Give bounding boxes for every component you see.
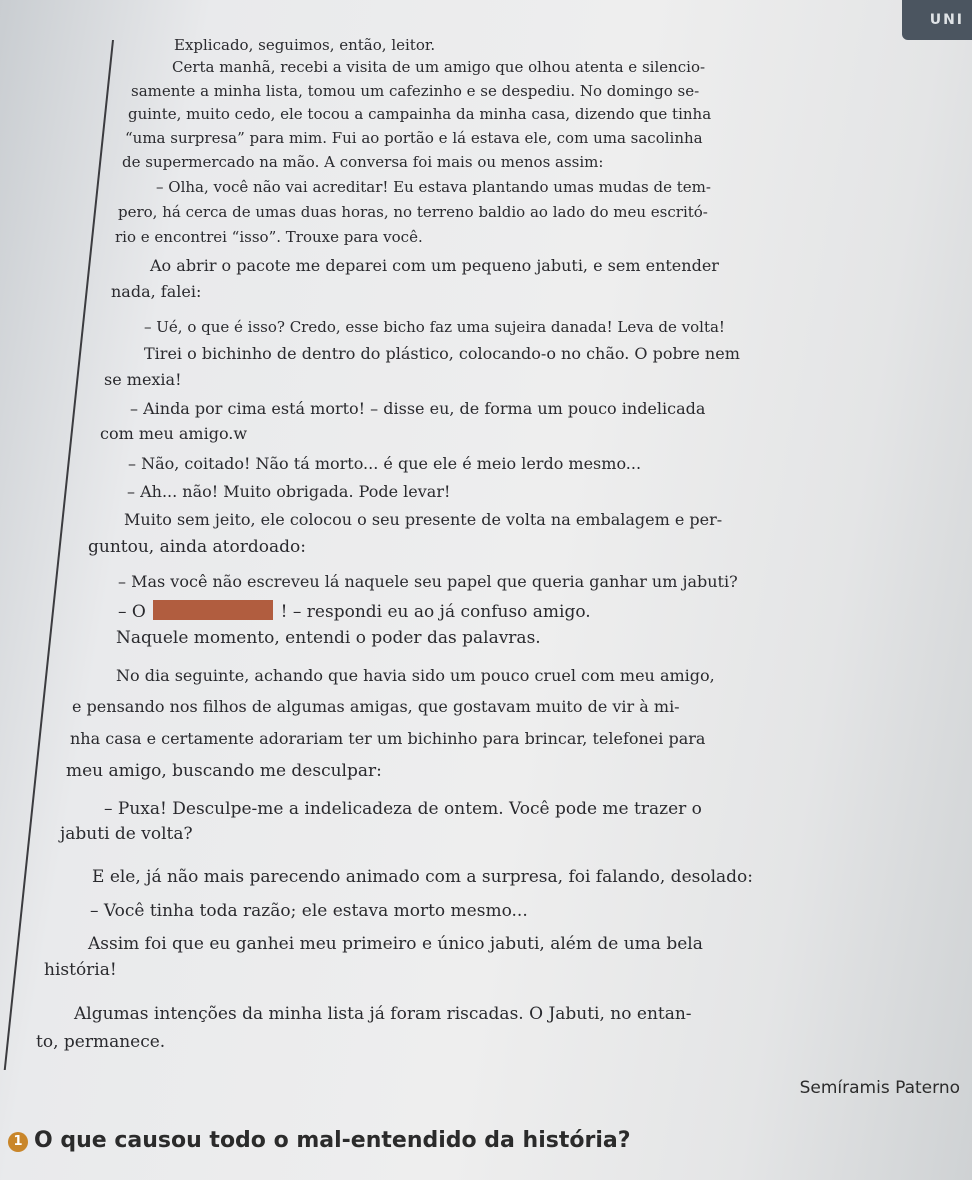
story-line: to, permanece.	[36, 1032, 166, 1052]
question-number-badge: 1	[8, 1132, 28, 1152]
story-line: – Ah... não! Muito obrigada. Pode levar!	[127, 482, 451, 501]
story-line: guinte, muito cedo, ele tocou a campainha da minha casa, dizendo que tinha	[128, 105, 712, 123]
story-line: – Ainda por cima está morto! – disse eu, de forma um pouco indelicada	[130, 399, 706, 418]
story-line: guntou, ainda atordoado:	[88, 537, 306, 557]
story-line: Muito sem jeito, ele colocou o seu presente de volta na embalagem e per-	[124, 510, 723, 529]
author-signature: Semíramis Paterno	[799, 1078, 960, 1098]
story-line: pero, há cerca de umas duas horas, no terreno baldio ao lado do meu escritó-	[118, 203, 708, 221]
story-line: nada, falei:	[111, 282, 202, 301]
question-text: O que causou todo o mal-entendido da história?	[34, 1128, 631, 1153]
redacted-line-start: – O	[118, 602, 146, 622]
story-line: “uma surpresa” para mim. Fui ao portão e lá estava ele, com uma sacolinha	[125, 129, 703, 147]
story-line: – Puxa! Desculpe-me a indelicadeza de ontem. Você pode me trazer o	[104, 799, 702, 819]
story-line: Explicado, seguimos, então, leitor.	[174, 36, 436, 54]
story-line: rio e encontrei “isso”. Trouxe para você.	[115, 228, 423, 246]
story-line: Tirei o bichinho de dentro do plástico, colocando-o no chão. O pobre nem	[144, 344, 740, 363]
story-line: e pensando nos filhos de algumas amigas, que gostavam muito de vir à mi-	[72, 697, 680, 716]
story-line: – Mas você não escreveu lá naquele seu papel que queria ganhar um jabuti?	[118, 572, 738, 591]
story-line: – Você tinha toda razão; ele estava morto mesmo...	[90, 901, 528, 921]
question-1	[8, 1128, 630, 1153]
story-line: No dia seguinte, achando que havia sido um pouco cruel com meu amigo,	[116, 666, 715, 685]
story-line: Naquele momento, entendi o poder das palavras.	[116, 628, 541, 648]
story-line: jabuti de volta?	[60, 824, 193, 844]
redacted-line-end: ! – respondi eu ao já confuso amigo.	[280, 602, 591, 622]
story-line: com meu amigo.w	[100, 424, 248, 443]
story-line: história!	[44, 960, 117, 980]
page-corner-tab	[902, 0, 972, 40]
story-line: E ele, já não mais parecendo animado com a surpresa, foi falando, desolado:	[92, 867, 753, 887]
story-line: Algumas intenções da minha lista já foram riscadas. O Jabuti, no entan-	[74, 1004, 692, 1024]
story-line-redacted	[118, 600, 591, 621]
story-line: Assim foi que eu ganhei meu primeiro e único jabuti, além de uma bela	[88, 934, 703, 954]
story-line: – Ué, o que é isso? Credo, esse bicho faz uma sujeira danada! Leva de volta!	[144, 318, 725, 336]
story-line: nha casa e certamente adorariam ter um bichinho para brincar, telefonei para	[70, 729, 706, 748]
story-line: Certa manhã, recebi a visita de um amigo que olhou atenta e silencio-	[172, 58, 706, 76]
story-line: – Não, coitado! Não tá morto... é que ele é meio lerdo mesmo...	[128, 454, 642, 473]
story-line: samente a minha lista, tomou um cafezinho e se despediu. No domingo se-	[131, 82, 700, 100]
redaction-box	[153, 600, 273, 620]
corner-label: UNI	[929, 12, 964, 28]
story-line: meu amigo, buscando me desculpar:	[66, 761, 382, 781]
story-line: de supermercado na mão. A conversa foi mais ou menos assim:	[122, 153, 604, 171]
story-line: se mexia!	[104, 370, 182, 389]
story-line: Ao abrir o pacote me deparei com um pequeno jabuti, e sem entender	[150, 256, 719, 275]
story-line: – Olha, você não vai acreditar! Eu estava plantando umas mudas de tem-	[156, 178, 711, 196]
